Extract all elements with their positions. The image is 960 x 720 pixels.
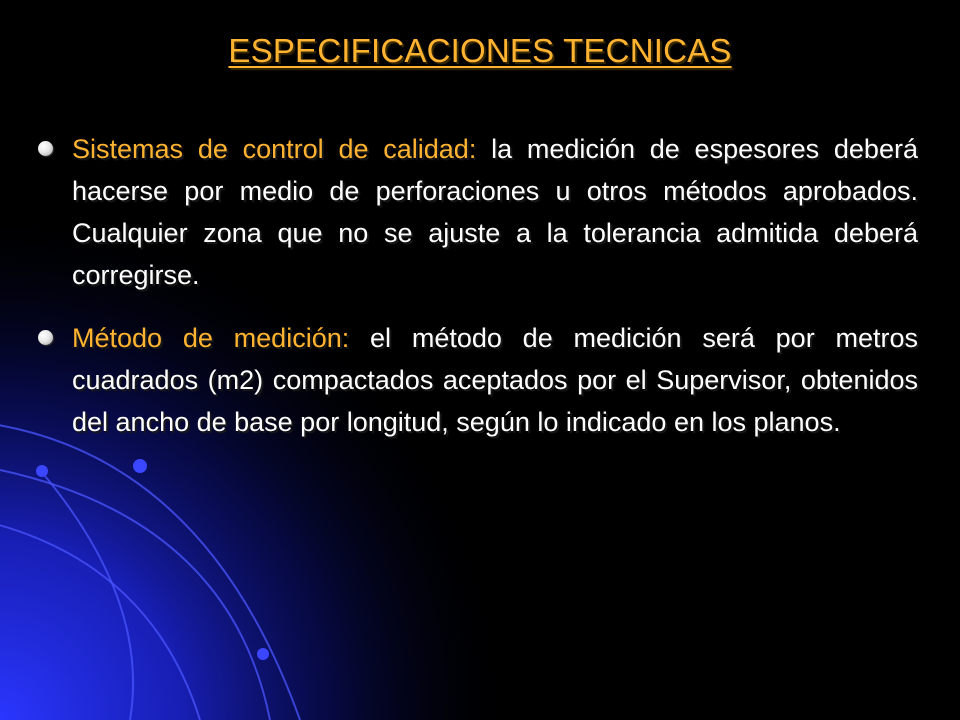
bullet-sphere-icon bbox=[38, 330, 53, 345]
bullet-label: Sistemas de control de calidad: bbox=[72, 134, 477, 164]
slide-title: ESPECIFICACIONES TECNICAS bbox=[228, 32, 732, 69]
bullet-text: la medición de espesores deberá hacerse por medio de perforaciones u otros métodos aprobados. Cualquier zona que no se ajuste a la tolerancia admitida deberá corregirse. bbox=[72, 134, 918, 290]
bullet-item-quality-control bbox=[38, 128, 918, 296]
bullet-list bbox=[38, 128, 918, 464]
bullet-label: Método de medición: bbox=[72, 323, 350, 353]
bullet-sphere-icon bbox=[38, 141, 53, 156]
bullet-text: el método de medición será por metros cuadrados (m2) compactados aceptados por el Supervisor, obtenidos del ancho de base por longitud, según lo indicado en los planos. bbox=[72, 323, 918, 437]
bullet-item-measurement-method bbox=[38, 317, 918, 443]
